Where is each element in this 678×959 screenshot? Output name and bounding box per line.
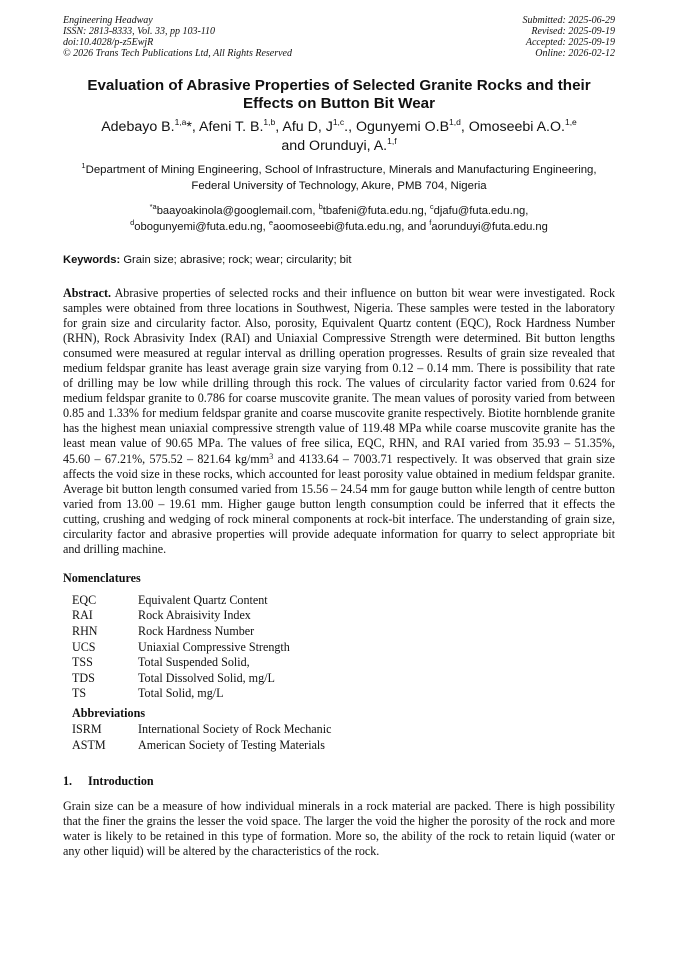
introduction-text: Grain size can be a measure of how individual minerals in a rock material are packed. There is high possibility that the finer the grains the lesser the void space. The larger the void the higher the porosity of the rock and more water is likely to be retained in this type of formation. More so, the ability of the rock to retain liquid (water or any other liquid) will be altered by the characteristics of the rock. (63, 799, 615, 859)
journal-header (63, 15, 615, 59)
journal-copyright: © 2026 Trans Tech Publications Ltd, All Rights Reserved (63, 48, 292, 59)
nomenclatures-title: Nomenclatures (63, 570, 141, 585)
author: Ogunyemi $O.B^{1,d}$, (356, 117, 469, 135)
paper-title: Evaluation of Abrasive Properties of Selected Granite Rocks and their Effects on Button Bit Wear (87, 77, 591, 112)
author-emails: $^{*a}$baayoakinola@googlemail.com, $^b$tbafeni@futa.edu.ng, $^c$djafu@futa.edu.ng, $^d$obogunyemi@futa.edu.ng, $^e$aoomoseebi@futa.edu.ng, and $^f$aorunduyi@futa.edu.ng (130, 202, 548, 233)
author-list (63, 118, 615, 156)
email-link[interactable]: aorunduyi@futa.edu.ng (431, 221, 548, 233)
date-revised: Revised: 2025-09-19 (531, 26, 615, 37)
keywords-label: Keywords: (63, 254, 121, 266)
abbreviations-title: Abbreviations (72, 706, 146, 720)
abstract-label: Abstract. (63, 286, 112, 300)
list-item: TS Total Solid, mg/L (72, 686, 224, 701)
date-accepted: Accepted: 2025-09-19 (525, 37, 615, 48)
list-item: RHN Rock Hardness Number (72, 624, 255, 639)
author: Omoseebi A.O.$^{1,e}$ and (281, 117, 577, 154)
email-link[interactable]: aoomoseebi@futa.edu.ng (272, 221, 402, 233)
list-item: UCS Uniaxial Compressive Strength (72, 639, 290, 654)
date-online: Online: 2026-02-12 (535, 48, 615, 59)
abstract: Abstract. Abrasive properties of selected rocks and their influence on button bit wear were investigated. Rock samples were obtained from three locations in Southwest, Nigeria. These samples were tested in the laboratory for grain size and circularity factor. Also, porosity, Equivalent Quartz content (EQC), Rock Hardness Number (RHN), Rock Abrasivity Index (RAI) and Uniaxial Compressive Strength were determined. Bit button lengths consumed were measured at regular interval as drilling operation progresses. Results of grain size revealed that medium feldspar granite has least average grain size varying from 0.12 – 0.14 mm. There is possibility that rate of drilling may be low while drilling through this rock. The values of circularity factor varied from 0.624 for medium feldspar granite to 0.786 for coarse muscovite granite. The mean values of porosity varied from between 0.85 and 1.33% for medium feldspar granite and coarse muscovite granite respectively. Biotite hornblende granite has the highest mean uniaxial compressive strength value of 119.48 MPa while coarse muscovite granite has the least mean value of 90.65 MPa. The values of free silica, EQC, RHN, and RAI varied from 35.93 – 51.35%, 45.60 – 67.21%, 575.52 – 821.64 $kg/mm^3$ and 4133.64 – 7003.71 respectively. It was observed that grain size affects the void size in these rocks, which accounted for least porosity value obtained in medium feldspar granite. Average bit button length consumed varied from 15.56 – 24.54 mm for gauge button while length of centre button varied from 13.00 – 19.61 mm. Higher gauge button length consumption could be inferred that it effects the cutting, crushing and wedging of rock mineral components at rock-bit interface. The understanding of grain size, circularity factor and abrasive properties will provide adequate information for quarry to select appropriate bit and drilling machine. (63, 286, 616, 556)
email-link[interactable]: obogunyemi@futa.edu.ng (134, 221, 263, 233)
author: Orunduyi, A.$^{1,f}$ (309, 136, 397, 154)
author: Adebayo B.$^{1,a}$*, (101, 117, 200, 135)
keywords-text: Grain size; abrasive; rock; wear; circularity; bit (123, 254, 352, 266)
author: Afu D, J$^{1,c}$., (282, 117, 356, 135)
submission-dates (523, 15, 616, 59)
list-item: RAI Rock Abraisivity Index (72, 608, 251, 623)
list-item: TSS Total Suspended Solid, (72, 655, 250, 670)
email-link[interactable]: djafu@futa.edu.ng (433, 205, 526, 217)
abbreviation-list (72, 722, 615, 753)
author: Afeni T. B.$^{1,b}$, (199, 117, 283, 135)
date-submitted: Submitted: 2025-06-29 (522, 15, 615, 26)
list-item: ISRM International Society of Rock Mechanic (72, 722, 332, 736)
list-item: TDS Total Dissolved Solid, mg/L (72, 670, 275, 685)
nomenclature-list (72, 593, 615, 702)
list-item: ASTM American Society of Testing Materials (72, 737, 326, 752)
email-link[interactable]: baayoakinola@googlemail.com (156, 205, 313, 217)
affiliation: $^1$Department of Mining Engineering, School of Infrastructure, Minerals and Manufacturing Engineering, Federal University of Technology, Akure, PMB 704, Nigeria (81, 161, 597, 192)
journal-doi: doi:10.4028/p-z5EwjR (63, 37, 154, 48)
introduction-heading: 1. Introduction (63, 774, 154, 789)
list-item: EQC Equivalent Quartz Content (72, 592, 268, 607)
journal-info (63, 15, 292, 59)
journal-issn: ISSN: 2813-8333, Vol. 33, pp 103-110 (63, 26, 216, 37)
journal-name: Engineering Headway (63, 15, 153, 26)
keywords (63, 253, 615, 267)
email-link[interactable]: tbafeni@futa.edu.ng (322, 205, 424, 217)
